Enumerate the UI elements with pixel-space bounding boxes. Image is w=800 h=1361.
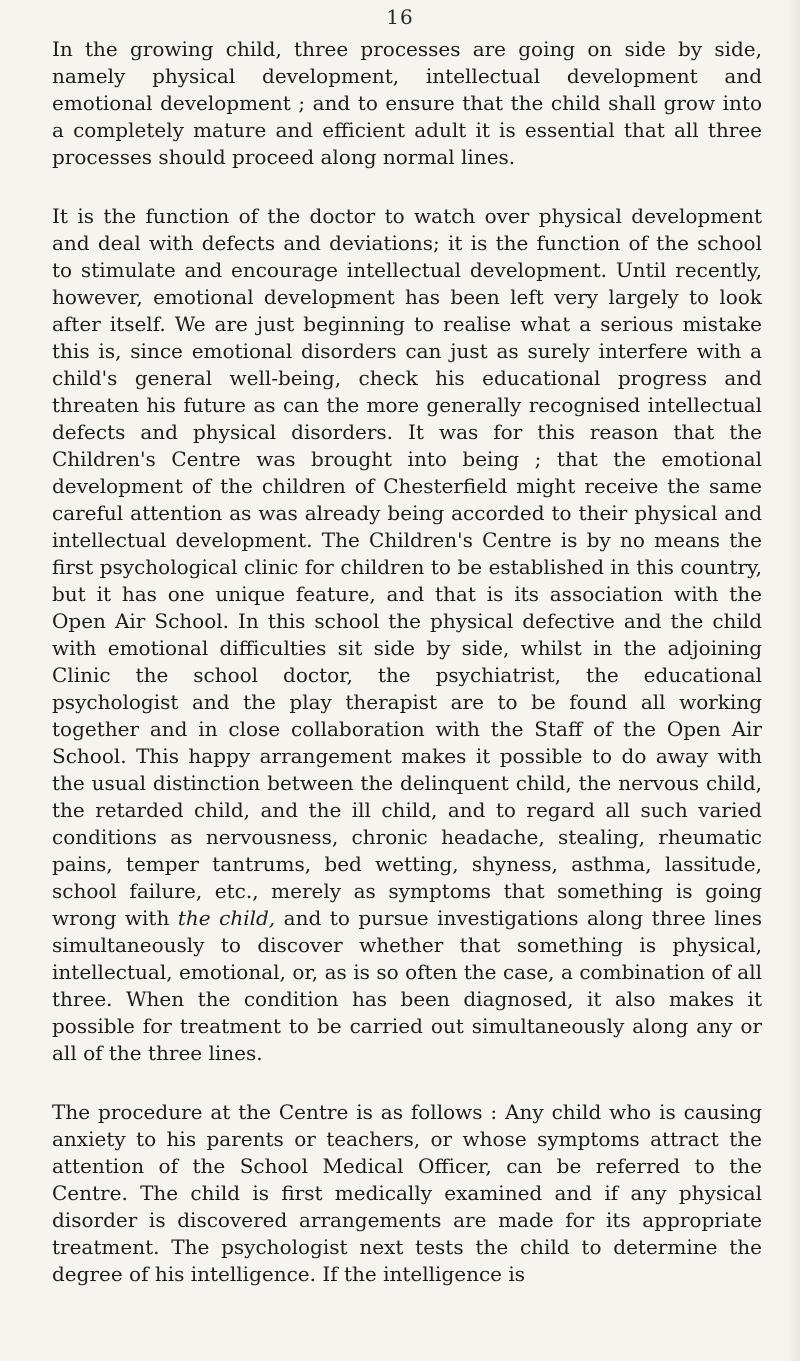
- paragraph-procedure: The procedure at the Centre is as follows : Any child who is causing anxiety to his parents or teachers, or whose symptoms attract the attention of the School Medical Officer, can be referred to the Centre. The child is first medically examined and if any physical disorder is discovered arrangements are made for its appropriate treatment. The psychologist next tests the child to determine the degree of his intelligence. If the intelligence is: [52, 1100, 762, 1286]
- page-edge-shadow: [786, 0, 800, 1361]
- document-body: [52, 36, 762, 1288]
- page-number: 16: [386, 5, 414, 29]
- paragraph-three-processes: In the growing child, three processes are going on side by side, namely physical development, intellectual development and emotional development ; and to ensure that the child shall grow into a completely mature and efficient adult it is essential that all three processes should proceed along normal lines.: [52, 37, 762, 169]
- emphasis-the-child: the child,: [177, 906, 276, 930]
- paragraph-text-before-emphasis: It is the function of the doctor to watch over physical development and deal with defects and deviations; it is the function of the school to stimulate and encourage intellectual development. Until recently, however, emotional development has been left very largely to look after itself. We are just beginning to realise what a serious mistake this is, since emotional disorders can just as surely interfere with a child's general well-being, check his educational progress and threaten his future as can the more generally recognised intellectual defects and physical disorders. It was for this reason that the Children's Centre was brought into being ; that the emotional development of the children of Chesterfield might receive the same careful attention as was already being accorded to their physical and intellectual development. The Children's Centre is by no means the first psychological clinic for children to be established in this country, but it has one unique feature, and that is its association with the Open Air School. In this school the physical defective and the child with emotional difficulties sit side by side, whilst in the adjoining Clinic the school doctor, the psychiatrist, the educational psychologist and the play therapist are to be found all working together and in close collaboration with the Staff of the Open Air School. This happy arrangement makes it possible to do away with the usual distinction between the delinquent child, the nervous child, the retarded child, and the ill child, and to regard all such varied conditions as nervousness, chronic headache, stealing, rheumatic pains, temper tantrums, bed wetting, shyness, asthma, lassitude, school failure, etc., merely as symptoms that something is going wrong with: [52, 204, 762, 930]
- paragraph-text-after-emphasis: and to pursue investigations along three lines simultaneously to discover whether that something is physical, intellectual, emotional, or, as is so often the case, a combination of all three. When the condition has been diagnosed, it also makes it possible for treatment to be carried out simultaneously along any or all of the three lines.: [52, 906, 763, 1065]
- paragraph-childrens-centre: [52, 203, 762, 1067]
